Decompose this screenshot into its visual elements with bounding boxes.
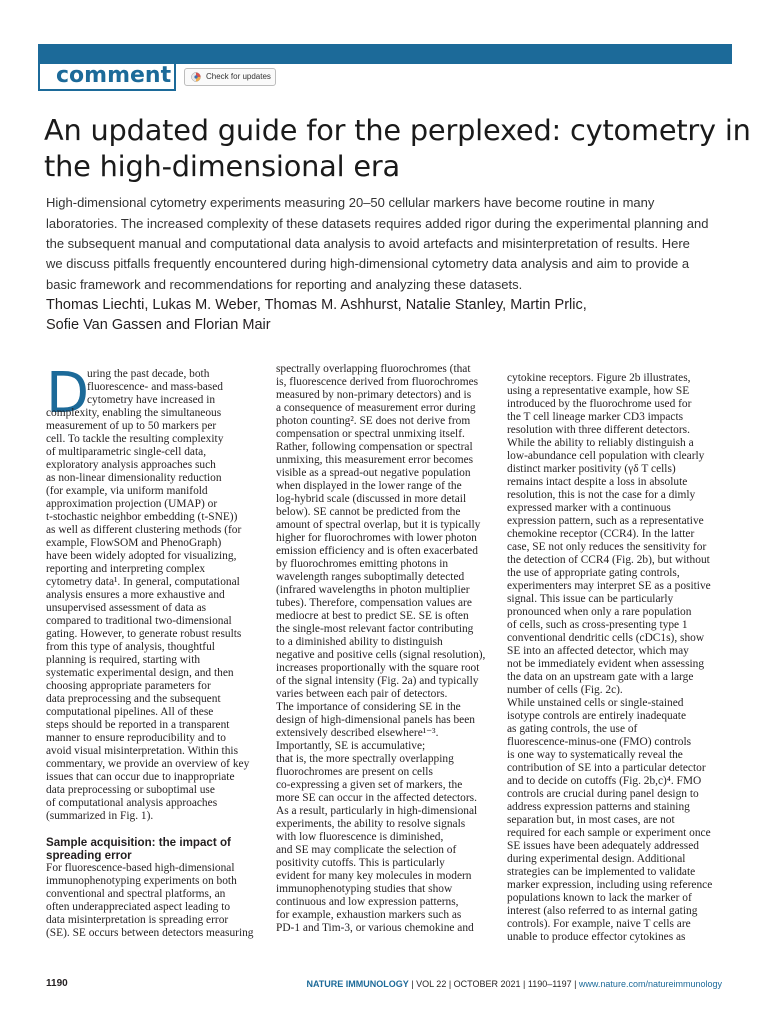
body-text-line: commentary, we provide an overview of key bbox=[46, 758, 250, 770]
body-text-line: reporting and interpreting complex bbox=[46, 563, 206, 575]
body-text-line: planning is required, starting with bbox=[46, 654, 201, 666]
body-text-line: compensation or spectral unmixing itself. bbox=[276, 428, 465, 440]
body-text-line: Sample acquisition: the impact of bbox=[46, 836, 231, 849]
body-text-line: data preprocessing or suboptimal use bbox=[46, 784, 215, 796]
body-text-line: the single-most relevant factor contributing bbox=[276, 623, 474, 635]
section-label: comment bbox=[56, 63, 172, 88]
abstract-line: basic framework and recommendations for reporting and analyzing these datasets. bbox=[46, 277, 523, 292]
footer-volume-info: | VOL 22 | OCTOBER 2021 | 1190–1197 | bbox=[408, 979, 579, 989]
body-text-line: extensively described elsewhere¹⁻³. bbox=[276, 727, 439, 739]
body-text-line: controls). For example, naive T cells are bbox=[507, 918, 691, 930]
body-text-line: While the ability to reliably distinguish a bbox=[507, 437, 694, 449]
body-text-line: case, SE not only reduces the sensitivity for bbox=[507, 541, 707, 553]
body-text-line: increases proportionally with the square root bbox=[276, 662, 480, 674]
body-text-line: spectrally overlapping fluorochromes (that bbox=[276, 363, 471, 375]
body-text-line: photon counting². SE does not derive from bbox=[276, 415, 471, 427]
body-text-line: cytokine receptors. Figure 2b illustrates, bbox=[507, 372, 691, 384]
body-text-line: compared to traditional two-dimensional bbox=[46, 615, 232, 627]
body-text-line: (SE). SE occurs between detectors measuring bbox=[46, 927, 254, 939]
body-text-line: isotype controls are entirely inadequate bbox=[507, 710, 687, 722]
body-text-line: of cells, such as cross-presenting type 1 bbox=[507, 619, 688, 631]
body-text-line: tubes). Therefore, compensation values are bbox=[276, 597, 472, 609]
body-text-line: unsupervised assessment of data as bbox=[46, 602, 207, 614]
footer-url-link[interactable]: www.nature.com/natureimmunology bbox=[578, 979, 722, 989]
body-text-line: wavelength ranges suboptimally detected bbox=[276, 571, 465, 583]
body-text-line: marker expression, including using reference bbox=[507, 879, 713, 891]
body-text-line: fluorochromes are present on cells bbox=[276, 766, 433, 778]
body-text-line: unable to produce effector cytokines as bbox=[507, 931, 686, 943]
body-text-line: higher for fluorochromes with lower photon bbox=[276, 532, 477, 544]
title-line: the high-dimensional era bbox=[44, 149, 400, 183]
body-text-line: varies between each pair of detectors. bbox=[276, 688, 448, 700]
body-text-line: the detection of CCR4 (Fig. 2b), but without bbox=[507, 554, 710, 566]
body-text-line: (for example, via uniform manifold bbox=[46, 485, 208, 497]
body-text-line: conventional and spectral platforms, an bbox=[46, 888, 226, 900]
body-text-line: approximation projection (UMAP) or bbox=[46, 498, 218, 510]
body-text-line: emission efficiency and is often exacerbated bbox=[276, 545, 478, 557]
body-text-line: SE into an affected detector, which may bbox=[507, 645, 689, 657]
body-text-line: (infrared wavelengths in photon multiplier bbox=[276, 584, 470, 596]
body-text-line: low-abundance cell population with clearly bbox=[507, 450, 705, 462]
body-text-line: a consequence of measurement error during bbox=[276, 402, 476, 414]
top-color-bar bbox=[38, 44, 732, 64]
body-text-line: (summarized in Fig. 1). bbox=[46, 810, 154, 822]
body-text-line: fluorescence- and mass-based bbox=[87, 381, 223, 393]
body-text-line: manner to ensure reproducibility and to bbox=[46, 732, 226, 744]
body-text-line: is, fluorescence derived from fluorochromes bbox=[276, 376, 479, 388]
body-text-line: t-stochastic neighbor embedding (t-SNE)) bbox=[46, 511, 238, 523]
body-text-line: cytometry have increased in bbox=[87, 394, 216, 406]
body-text-line: not be immediately evident when assessing bbox=[507, 658, 705, 670]
body-text-line: experiments, the ability to resolve signals bbox=[276, 818, 466, 830]
body-text-line: during experimental design. Additional bbox=[507, 853, 686, 865]
body-text-line: SE issues have been adequately addressed bbox=[507, 840, 699, 852]
body-text-line: the data on an upstream gate with a large bbox=[507, 671, 694, 683]
abstract-line: the subsequent manual and computational data analysis to avoid artefacts and misinterpretation of results. Here bbox=[46, 236, 690, 251]
body-text-line: chemokine receptor (CCR4). In the latter bbox=[507, 528, 695, 540]
body-text-line: as well as different clustering methods (for bbox=[46, 524, 242, 536]
check-updates-icon bbox=[191, 72, 201, 82]
body-text-line: expression pattern, such as a representative bbox=[507, 515, 704, 527]
abstract-line: High-dimensional cytometry experiments measuring 20–50 cellular markers have become routine in many bbox=[46, 195, 655, 210]
footer-citation bbox=[306, 979, 722, 989]
body-text-line: immunophenotyping experiments on both bbox=[46, 875, 237, 887]
body-text-line: the T cell lineage marker CD3 impacts bbox=[507, 411, 684, 423]
body-text-line: data preprocessing and the subsequent bbox=[46, 693, 221, 705]
body-text-line: steps should be reported in a transparent bbox=[46, 719, 230, 731]
body-text-line: co-expressing a given set of markers, the bbox=[276, 779, 463, 791]
body-text-line: using a representative example, how SE bbox=[507, 385, 690, 397]
body-text-line: amount of spectral overlap, but it is typically bbox=[276, 519, 481, 531]
body-text-line: expressed marker with a continuous bbox=[507, 502, 671, 514]
body-text-line: log-hybrid scale (discussed in more detail bbox=[276, 493, 467, 505]
body-text-line: as non-linear dimensionality reduction bbox=[46, 472, 222, 484]
body-text-line: pronounced when only a rare population bbox=[507, 606, 692, 618]
body-text-line: introduced by the fluorochrome used for bbox=[507, 398, 692, 410]
body-text-line: populations known to lack the marker of bbox=[507, 892, 692, 904]
body-text-line: as gating controls, the use of bbox=[507, 723, 638, 735]
body-text-line: of multiparametric single-cell data, bbox=[46, 446, 207, 458]
body-text-line: measurement of up to 50 markers per bbox=[46, 420, 217, 432]
body-text-line: Importantly, SE is accumulative; bbox=[276, 740, 426, 752]
body-text-line: measured by non-primary detectors) and is bbox=[276, 389, 472, 401]
body-text-line: of the signal intensity (Fig. 2a) and typically bbox=[276, 675, 479, 687]
body-text-line: by fluorochromes emitting photons in bbox=[276, 558, 449, 570]
body-text-line: exploratory analysis approaches such bbox=[46, 459, 216, 471]
body-text-line: of computational analysis approaches bbox=[46, 797, 218, 809]
body-text-line: example, FlowSOM and PhenoGraph) bbox=[46, 537, 222, 549]
body-text-line: The importance of considering SE in the bbox=[276, 701, 461, 713]
body-text-line: more SE can occur in the affected detectors. bbox=[276, 792, 477, 804]
body-text-line: is one way to systematically reveal the bbox=[507, 749, 683, 761]
body-text-line: to a diminished ability to distinguish bbox=[276, 636, 443, 648]
body-text-line: fluorescence-minus-one (FMO) controls bbox=[507, 736, 692, 748]
body-text-line: for example, exhaustion markers such as bbox=[276, 909, 462, 921]
check-for-updates-button[interactable] bbox=[184, 68, 276, 86]
body-text-line: systematic experimental design, and then bbox=[46, 667, 234, 679]
body-text-line: resolution, this is not the case for a dimly bbox=[507, 489, 696, 501]
body-text-line: gating. However, to generate robust results bbox=[46, 628, 242, 640]
body-text-line: separation but, in most cases, are not bbox=[507, 814, 675, 826]
body-text-line: controls are crucial during panel design to bbox=[507, 788, 699, 800]
body-text-line: when displayed in the lower range of the bbox=[276, 480, 462, 492]
body-text-line: and SE may complicate the selection of bbox=[276, 844, 457, 856]
body-text-line: the use of appropriate gating controls, bbox=[507, 567, 680, 579]
body-text-line: and to decide on cutoffs (Fig. 2b,c)⁴. FMO bbox=[507, 775, 702, 787]
body-text-line: address expression patterns and staining bbox=[507, 801, 690, 813]
body-text-line: conventional dendritic cells (cDC1s), show bbox=[507, 632, 705, 644]
body-text-line: For fluorescence-based high-dimensional bbox=[46, 862, 235, 874]
body-text-line: avoid visual misinterpretation. Within this bbox=[46, 745, 238, 757]
body-text-line: visible as a spread-out negative population bbox=[276, 467, 471, 479]
body-text-line: mediocre at best to predict SE. SE is often bbox=[276, 610, 469, 622]
body-text-line: complexity, enabling the simultaneous bbox=[46, 407, 222, 419]
body-text-line: PD-1 and Tim-3, or various chemokine and bbox=[276, 922, 474, 934]
body-text-line: issues that can occur due to inappropriate bbox=[46, 771, 235, 783]
body-text-line: have been widely adopted for visualizing, bbox=[46, 550, 237, 562]
body-text-line: choosing appropriate parameters for bbox=[46, 680, 211, 692]
body-text-line: continuous and low expression patterns, bbox=[276, 896, 459, 908]
body-text-line: spreading error bbox=[46, 849, 132, 862]
body-text-line: strategies can be implemented to validate bbox=[507, 866, 696, 878]
drop-cap: D bbox=[46, 361, 90, 426]
body-text-line: uring the past decade, both bbox=[87, 368, 210, 380]
body-text-line: remains intact despite a loss in absolute bbox=[507, 476, 688, 488]
body-text-line: interest (also referred to as internal gating bbox=[507, 905, 698, 917]
body-text-line: contribution of SE into a particular detector bbox=[507, 762, 706, 774]
body-text-line: immunophenotyping studies that show bbox=[276, 883, 453, 895]
body-text-line: computational pipelines. All of these bbox=[46, 706, 214, 718]
body-text-line: distinct marker positivity (γδ T cells) bbox=[507, 463, 676, 475]
body-text-line: experimenters may interpret SE as a positive bbox=[507, 580, 711, 592]
footer-journal: NATURE IMMUNOLOGY bbox=[306, 979, 409, 989]
body-text-line: required for each sample or experiment once bbox=[507, 827, 711, 839]
body-text-line: design of high-dimensional panels has been bbox=[276, 714, 475, 726]
body-text-line: unmixing, this measurement error becomes bbox=[276, 454, 474, 466]
abstract-line: we discuss pitfalls frequently encountered during high-dimensional cytometry data analysis and aim to provide a bbox=[46, 256, 690, 271]
body-text-line: While unstained cells or single-stained bbox=[507, 697, 684, 709]
body-text-line: number of cells (Fig. 2c). bbox=[507, 684, 623, 696]
body-text-line: evident for many key molecules in modern bbox=[276, 870, 472, 882]
body-text-line: positivity cutoffs. This is particularly bbox=[276, 857, 445, 869]
body-text-line: cytometry data¹. In general, computational bbox=[46, 576, 240, 588]
body-text-line: negative and positive cells (signal resolution), bbox=[276, 649, 486, 661]
page-number: 1190 bbox=[46, 978, 68, 989]
body-text-line: cell. To tackle the resulting complexity bbox=[46, 433, 224, 445]
author-line: Thomas Liechti, Lukas M. Weber, Thomas M. Ashhurst, Natalie Stanley, Martin Prlic, bbox=[46, 297, 587, 313]
body-text-line: analysis ensures a more exhaustive and bbox=[46, 589, 225, 601]
body-text-line: signal. This issue can be particularly bbox=[507, 593, 674, 605]
body-text-line: resolution with three different detectors. bbox=[507, 424, 690, 436]
body-text-line: with low fluorescence is diminished, bbox=[276, 831, 444, 843]
body-text-line: data misinterpretation is spreading error bbox=[46, 914, 229, 926]
body-text-line: that is, the more spectrally overlapping bbox=[276, 753, 454, 765]
abstract-line: laboratories. The increased complexity of these datasets requires added rigor during the experimental planning and bbox=[46, 216, 709, 231]
check-updates-label: Check for updates bbox=[206, 72, 271, 81]
author-line: Sofie Van Gassen and Florian Mair bbox=[46, 317, 271, 333]
body-text-line: often underappreciated aspect leading to bbox=[46, 901, 231, 913]
body-text-line: from this type of analysis, thoughtful bbox=[46, 641, 215, 653]
title-line: An updated guide for the perplexed: cytometry in bbox=[44, 113, 751, 147]
body-text-line: Rather, following compensation or spectral bbox=[276, 441, 473, 453]
body-text-line: As a result, particularly in high-dimensional bbox=[276, 805, 478, 817]
body-text-line: below). SE cannot be predicted from the bbox=[276, 506, 461, 518]
